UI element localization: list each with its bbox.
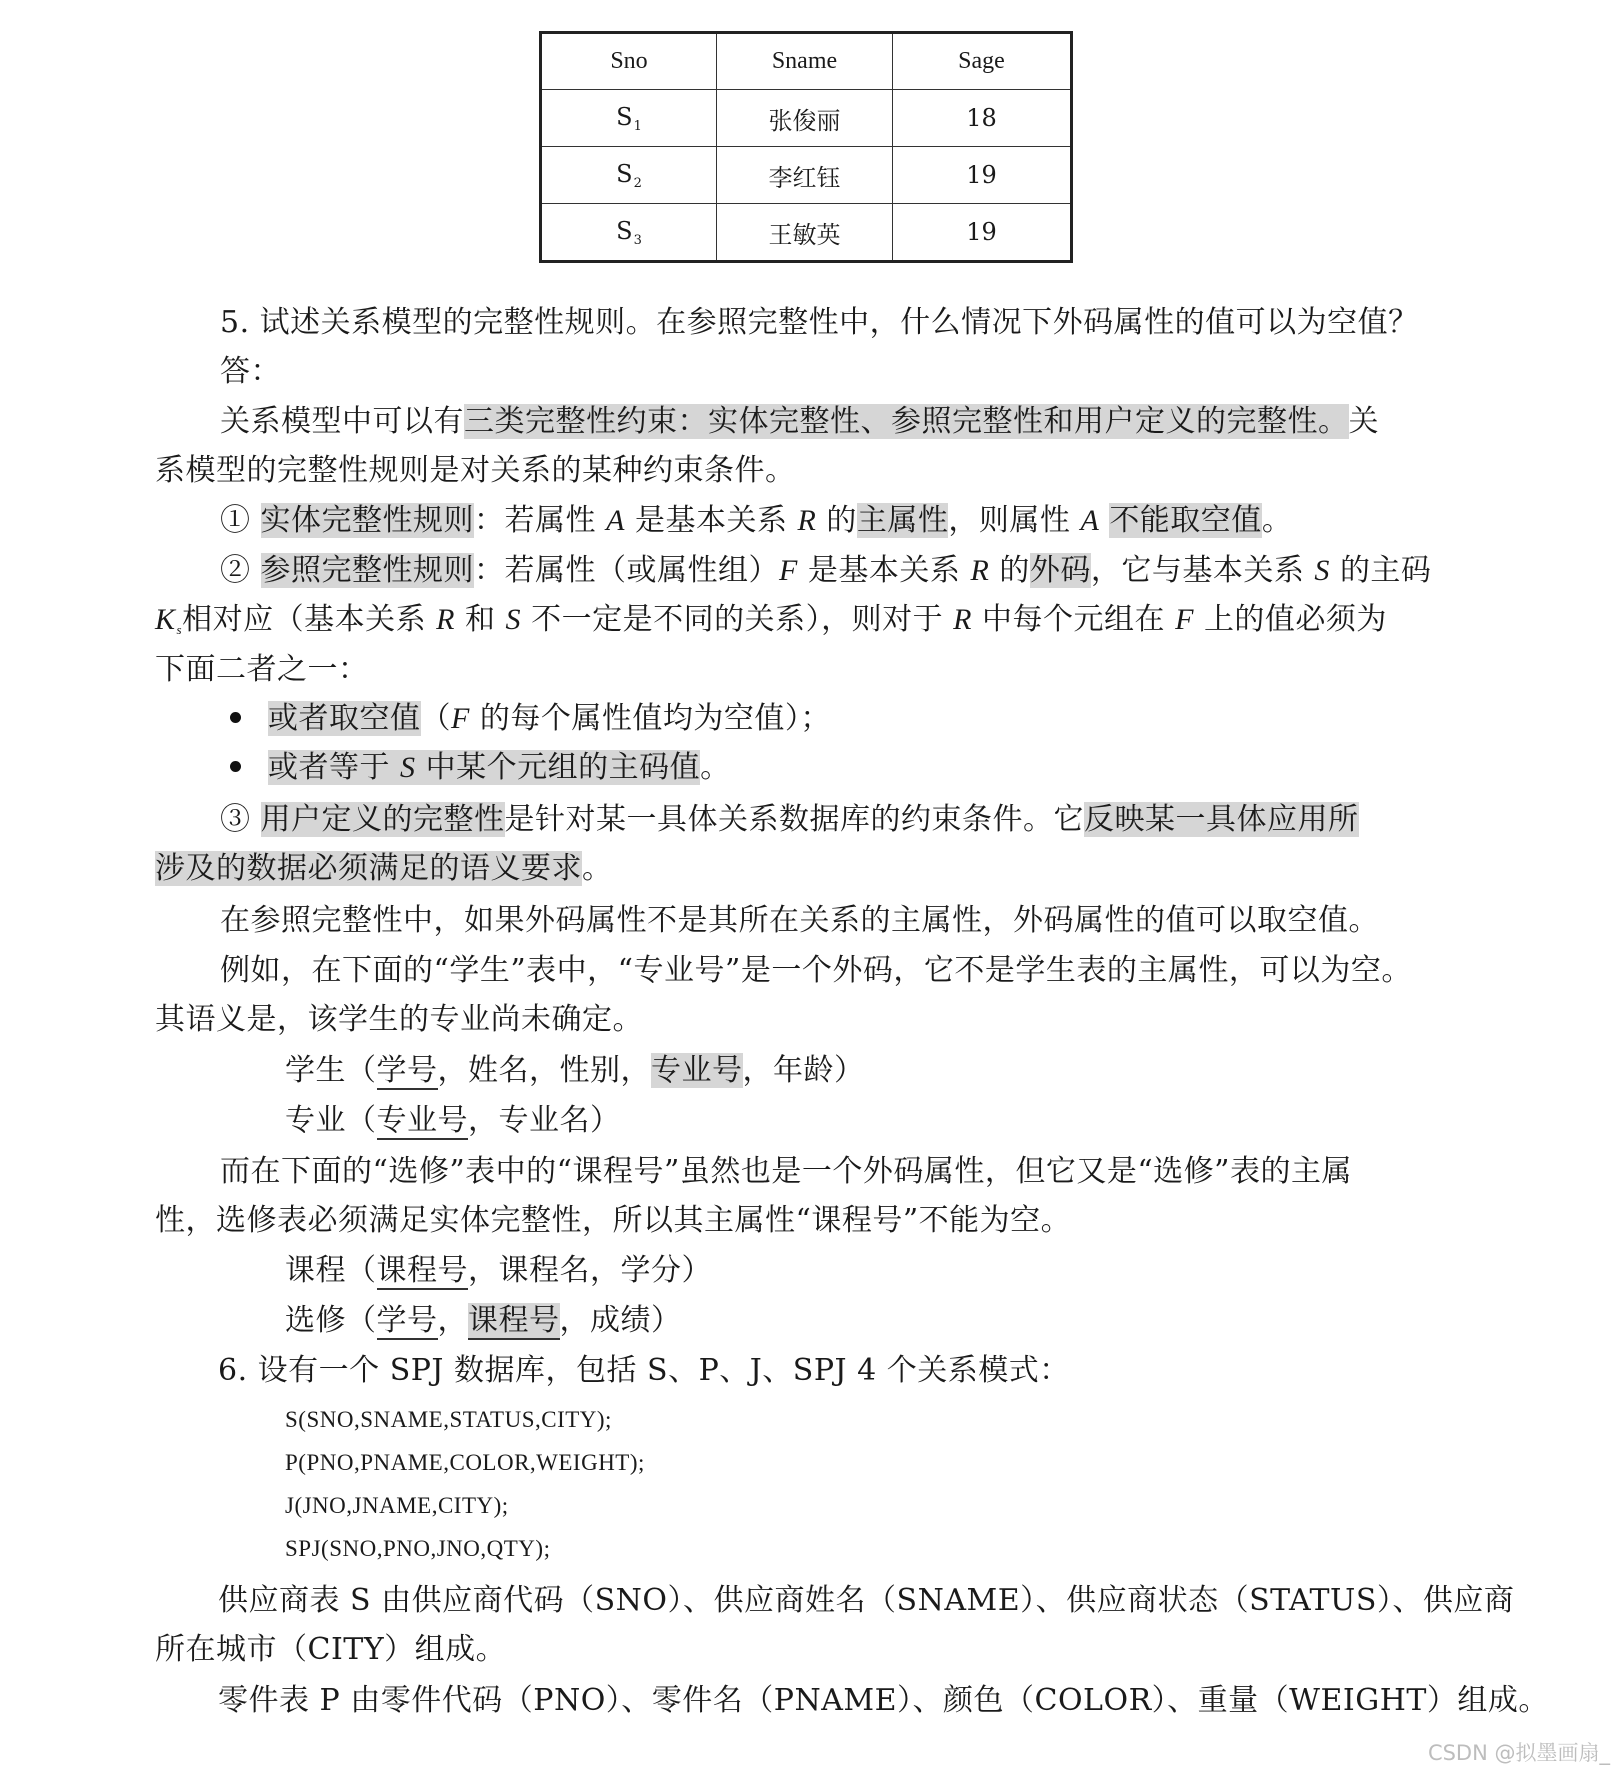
header-sno: Sno — [541, 33, 717, 90]
header-sage: Sage — [893, 33, 1072, 90]
highlight: 或者等于 S 中某个元组的主码值 — [268, 750, 701, 785]
schema-code-p: P(PNO,PNAME,COLOR,WEIGHT); — [285, 1450, 645, 1475]
q5-paragraph-3-line2: 其语义是，该学生的专业尚未确定。 — [155, 1002, 643, 1037]
cell-sage: 19 — [893, 204, 1072, 262]
underlined-key: 课程号 — [376, 1253, 468, 1288]
cell-sname: 李红钰 — [717, 147, 893, 204]
bullet-item-null: 或者取空值（F 的每个属性值均为空值）； — [268, 701, 831, 736]
schema-major: 专业（专业号，专业名） — [285, 1103, 621, 1138]
rule-referential-line3: 下面二者之一： — [155, 652, 369, 687]
schema-selection: 选修（学号，课程号，成绩） — [285, 1303, 682, 1338]
highlight: 或者取空值 — [268, 701, 421, 736]
csdn-watermark: CSDN @拟墨画扇_ — [1427, 1741, 1610, 1765]
highlight: 实体完整性规则 — [260, 503, 475, 538]
schema-code-j: J(JNO,JNAME,CITY); — [285, 1493, 509, 1518]
rule-referential-integrity: ② 参照完整性规则：若属性（或属性组）F 是基本关系 R 的外码，它与基本关系 S 的主码 — [220, 553, 1432, 588]
cell-sno: $S_2$ — [541, 147, 717, 204]
student-table — [539, 31, 1073, 263]
highlight: 主属性 — [856, 503, 949, 538]
bullet-icon — [230, 761, 241, 772]
highlight: 反映某一具体应用所 — [1084, 802, 1359, 837]
underlined-key: 专业号 — [376, 1103, 468, 1138]
q5-paragraph-3: 例如，在下面的“学生”表中，“专业号”是一个外码，它不是学生表的主属性，可以为空。 — [220, 953, 1412, 988]
q6-paragraph-1: 供应商表 S 由供应商代码（SNO）、供应商姓名（SNAME）、供应商状态（STATUS）、供应商 — [218, 1583, 1515, 1618]
q5-paragraph-4-line2: 性，选修表必须满足实体完整性，所以其主属性“课程号”不能为空。 — [155, 1203, 1072, 1238]
header-sname: Sname — [717, 33, 893, 90]
cell-sage: 18 — [893, 90, 1072, 147]
schema-course: 课程（课程号，课程名，学分） — [285, 1253, 712, 1288]
highlight: 参照完整性规则 — [260, 553, 475, 588]
highlight: 用户定义的完整性 — [260, 802, 505, 837]
table-row — [541, 90, 1072, 147]
table-header-row — [541, 33, 1072, 90]
table-row — [541, 204, 1072, 262]
highlight: 外码 — [1029, 553, 1091, 588]
schema-student: 学生（学号，姓名，性别，专业号，年龄） — [285, 1053, 865, 1088]
rule-entity-integrity: ① 实体完整性规则：若属性 A 是基本关系 R 的主属性，则属性 A 不能取空值。 — [220, 503, 1293, 538]
rule-user-defined-line2: 涉及的数据必须满足的语义要求。 — [155, 851, 613, 886]
q6-paragraph-2: 零件表 P 由零件代码（PNO）、零件名（PNAME）、颜色（COLOR）、重量（WEIGHT）组成。 — [218, 1683, 1549, 1718]
q5-question: 5. 试述关系模型的完整性规则。在参照完整性中，什么情况下外码属性的值可以为空值？ — [220, 305, 1419, 340]
rule-referential-line2: $K_s$相对应（基本关系 R 和 S 不一定是不同的关系），则对于 R 中每个元组在 F 上的值必须为 — [155, 602, 1387, 637]
schema-code-s: S(SNO,SNAME,STATUS,CITY); — [285, 1407, 612, 1432]
underlined-key: 学号 — [376, 1303, 438, 1338]
q5-paragraph-1-line2: 系模型的完整性规则是对关系的某种约束条件。 — [155, 453, 796, 488]
cell-sname: 王敏英 — [717, 204, 893, 262]
cell-sno: $S_3$ — [541, 204, 717, 262]
underlined-key: 课程号 — [468, 1303, 560, 1338]
rule-user-defined: ③ 用户定义的完整性是针对某一具体关系数据库的约束条件。它反映某一具体应用所 — [220, 802, 1359, 837]
cell-sname: 张俊丽 — [717, 90, 893, 147]
highlight: 三类完整性约束：实体完整性、参照完整性和用户定义的完整性。 — [464, 404, 1349, 439]
q5-answer-label: 答： — [220, 354, 281, 389]
bullet-icon — [230, 712, 241, 723]
schema-code-spj: SPJ(SNO,PNO,JNO,QTY); — [285, 1536, 551, 1561]
table-row — [541, 147, 1072, 204]
bullet-item-primary-key: 或者等于 S 中某个元组的主码值。 — [268, 750, 731, 785]
highlight: 专业号 — [651, 1053, 743, 1088]
highlight: 不能取空值 — [1109, 503, 1262, 538]
cell-sage: 19 — [893, 147, 1072, 204]
q5-paragraph-1: 关系模型中可以有三类完整性约束：实体完整性、参照完整性和用户定义的完整性。关 — [220, 404, 1379, 439]
underlined-key: 学号 — [376, 1053, 438, 1088]
highlight: 涉及的数据必须满足的语义要求 — [155, 851, 582, 886]
cell-sno: $S_1$ — [541, 90, 717, 147]
q6-paragraph-1-line2: 所在城市（CITY）组成。 — [155, 1632, 507, 1667]
q6-question: 6. 设有一个 SPJ 数据库，包括 S、P、J、SPJ 4 个关系模式： — [218, 1353, 1070, 1388]
q5-paragraph-2: 在参照完整性中，如果外码属性不是其所在关系的主属性，外码属性的值可以取空值。 — [220, 903, 1379, 938]
q5-paragraph-4: 而在下面的“选修”表中的“课程号”虽然也是一个外码属性，但它又是“选修”表的主属 — [220, 1154, 1353, 1189]
